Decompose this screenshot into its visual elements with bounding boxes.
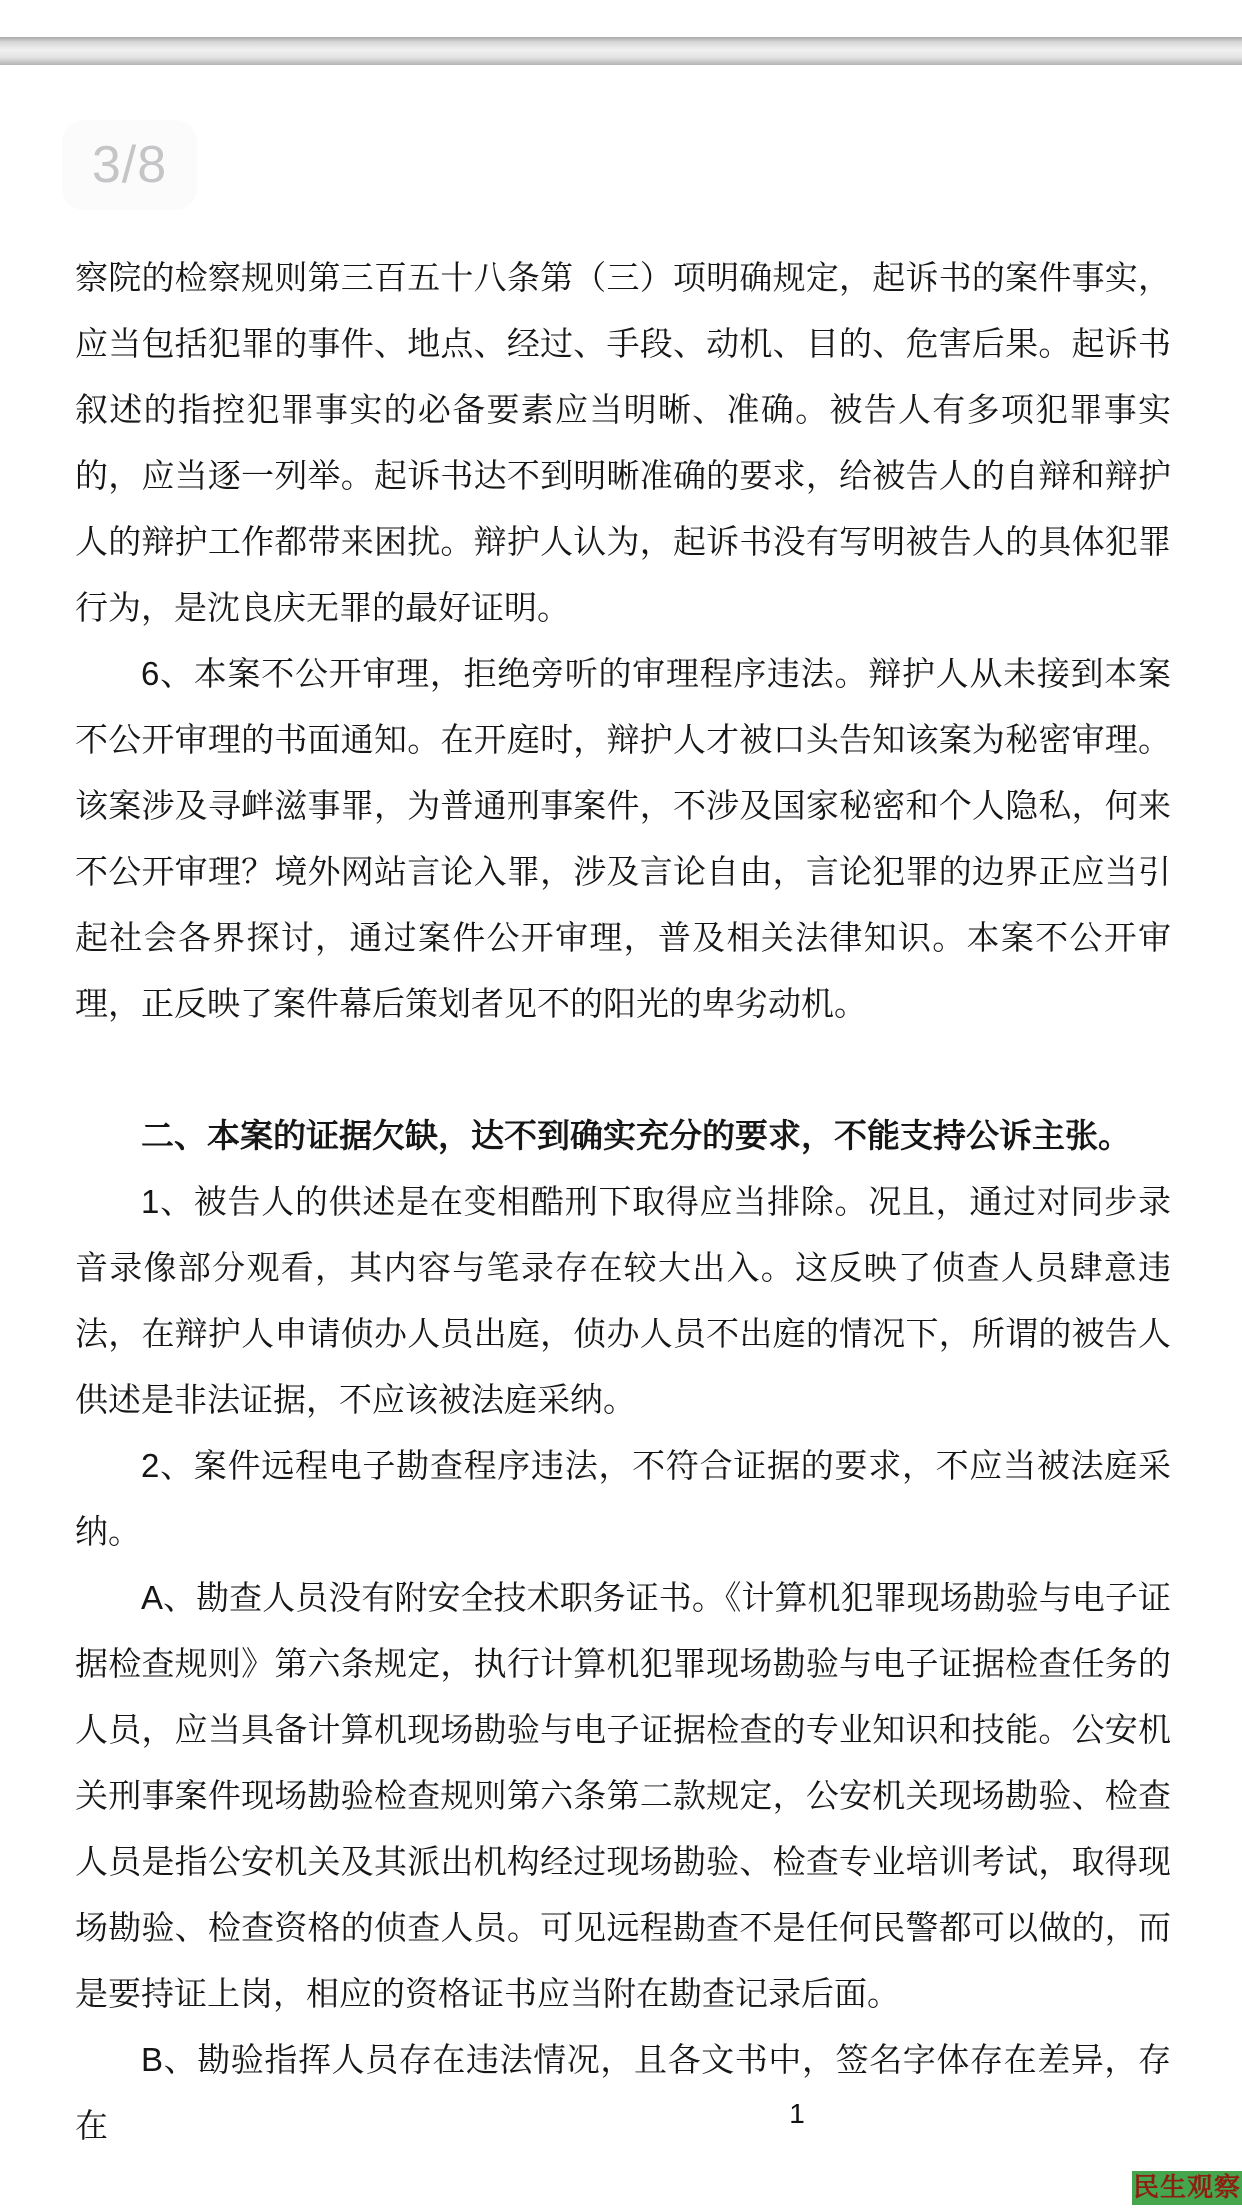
page-indicator-badge [62, 120, 197, 210]
paragraph: 6、本案不公开审理，拒绝旁听的审理程序违法。辩护人从未接到本案不公开审理的书面通知。在开庭时，辩护人才被口头告知该案为秘密审理。该案涉及寻衅滋事罪，为普通刑事案件，不涉及国家秘密和个人隐私，何来不公开审理？境外网站言论入罪，涉及言论自由，言论犯罪的边界正应当引起社会各界探讨，通过案件公开审理，普及相关法律知识。本案不公开审理，正反映了案件幕后策划者见不的阳光的卑劣动机。 [75, 655, 1171, 1022]
page-separator-bar [0, 37, 1242, 65]
paragraph: 2、案件远程电子勘查程序违法，不符合证据的要求，不应当被法庭采纳。 [75, 1447, 1171, 1550]
watermark-badge [1132, 2171, 1242, 2205]
paragraph: 察院的检察规则第三百五十八条第（三）项明确规定，起诉书的案件事实，应当包括犯罪的事件、地点、经过、手段、动机、目的、危害后果。起诉书叙述的指控犯罪事实的必备要素应当明晰、准确。被告人有多项犯罪事实的，应当逐一列举。起诉书达不到明晰准确的要求，给被告人的自辩和辩护人的辩护工作都带来困扰。辩护人认为，起诉书没有写明被告人的具体犯罪行为，是沈良庆无罪的最好证明。 [75, 259, 1171, 626]
document-body [75, 245, 1171, 2159]
watermark-label: 民生观察 [1132, 2173, 1241, 2202]
paragraph: B、勘验指挥人员存在违法情况，且各文书中，签名字体存在差异，存在 [75, 2041, 1171, 2144]
section-heading: 二、本案的证据欠缺，达不到确实充分的要求，不能支持公诉主张。 [141, 1117, 1131, 1154]
paragraph: 1、被告人的供述是在变相酷刑下取得应当排除。况且，通过对同步录音录像部分观看，其内容与笔录存在较大出入。这反映了侦查人员肆意违法，在辩护人申请侦办人员出庭，侦办人员不出庭的情况下，所谓的被告人供述是非法证据，不应该被法庭采纳。 [75, 1183, 1171, 1418]
page-number: 1 [789, 2098, 805, 2129]
page-indicator-label: 3/8 [91, 136, 168, 194]
paragraph: A、勘查人员没有附安全技术职务证书。《计算机犯罪现场勘验与电子证据检查规则》第六条规定，执行计算机犯罪现场勘验与电子证据检查任务的人员，应当具备计算机现场勘验与电子证据检查的专业知识和技能。公安机关刑事案件现场勘验检查规则第六条第二款规定，公安机关现场勘验、检查人员是指公安机关及其派出机构经过现场勘验、检查专业培训考试，取得现场勘验、检查资格的侦查人员。可见远程勘查不是任何民警都可以做的，而是要持证上岗，相应的资格证书应当附在勘查记录后面。 [75, 1579, 1171, 2012]
